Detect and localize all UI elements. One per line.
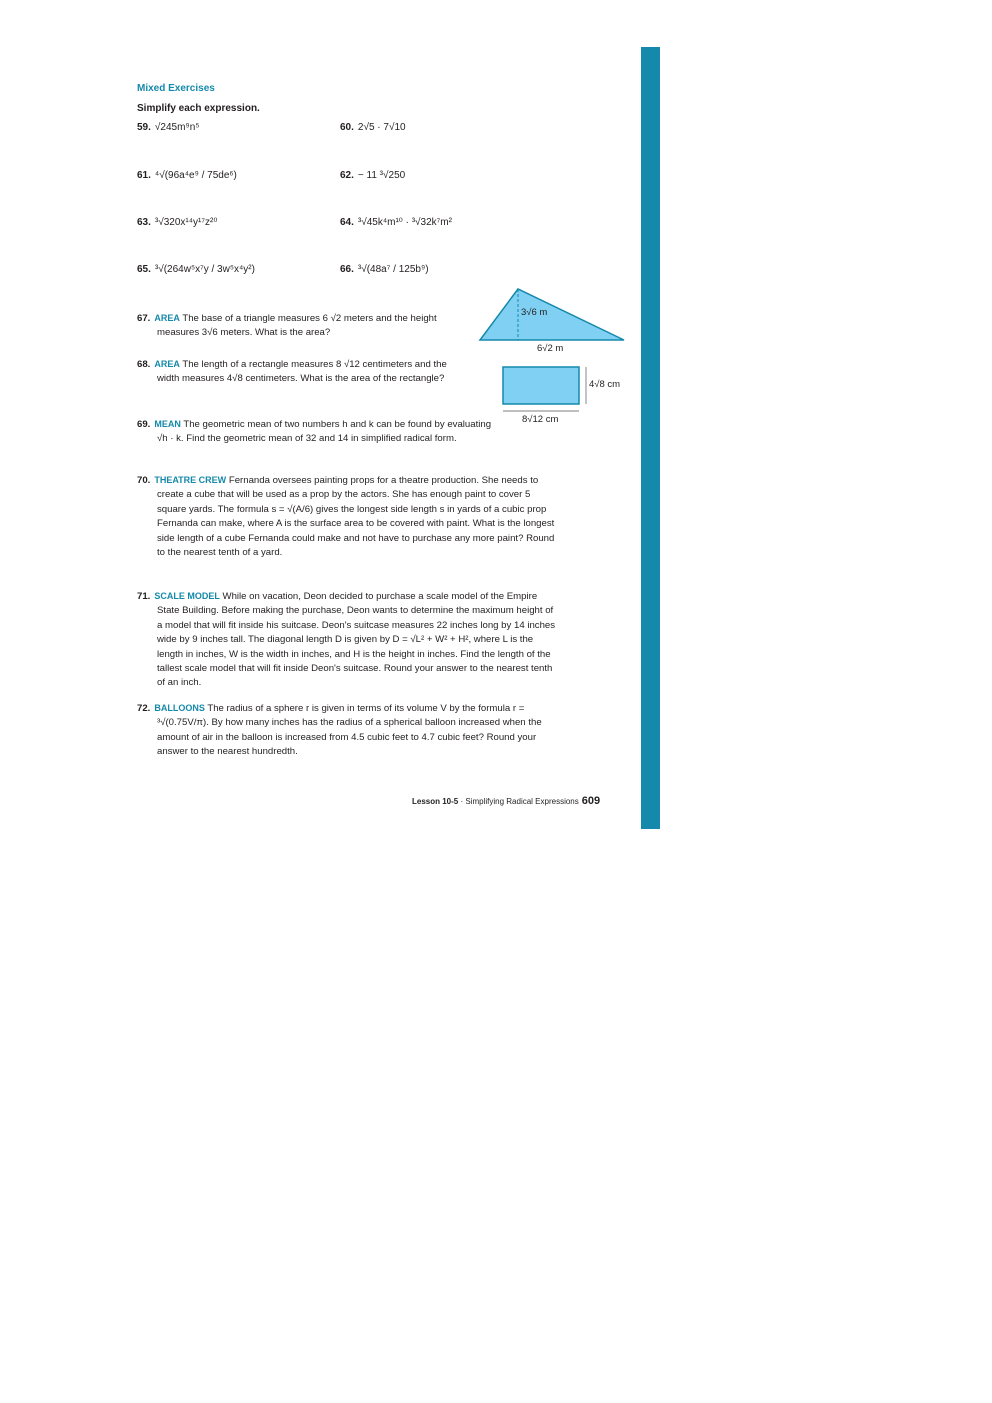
exercise-64: 64. ³√45k⁴m¹⁰ · ³√32k⁷m²	[340, 217, 452, 228]
exercise-61: 61. ⁴√(96a⁴e⁹ / 75de⁶)	[137, 170, 237, 181]
problem-68: 68. AREA The length of a rectangle measures 8 √12 centimeters and the width measures 4√8 centimeters. What is the area of the rectangle?	[137, 359, 447, 385]
exercise-60: 60. 2√5 · 7√10	[340, 122, 406, 133]
page-number: 609	[581, 795, 601, 807]
exercise-expr: − 11 ³√250	[357, 170, 406, 181]
triangle-shape	[480, 289, 624, 340]
footer-lesson: Lesson 10-5	[412, 797, 459, 806]
problem-67: 67. AREA The base of a triangle measures 6 √2 meters and the height measures 3√6 meters. What is the area?	[137, 313, 437, 339]
exercise-expr: ³√(48a⁷ / 125b⁹)	[357, 264, 429, 275]
sidebar-bar	[641, 47, 660, 829]
rect-width-label: 4√8 cm	[589, 379, 621, 390]
rect-length-label: 8√12 cm	[522, 414, 559, 425]
problem-72: 72. BALLOONS The radius of a sphere r is given in terms of its volume V by the formula r = ³√(0.75V/π). By how many inches has the radius of a spherical balloon increased when the amount of air in the balloon is increased from 4.5 cubic feet to 4.7 cubic feet? Round your answer to the nearest hundredth.	[137, 703, 542, 758]
triangle-figure	[478, 285, 628, 345]
exercise-expr: ³√(264w⁵x⁷y / 3w⁵x⁴y²)	[154, 264, 255, 275]
exercise-66: 66. ³√(48a⁷ / 125b⁹)	[340, 264, 429, 275]
exercise-59: 59. √245m⁹n⁵	[137, 122, 200, 133]
footer-title: Simplifying Radical Expressions	[465, 797, 579, 806]
problem-69: 69. MEAN The geometric mean of two numbers h and k can be found by evaluating √h · k. Find the geometric mean of 32 and 14 in simplified radical form.	[137, 419, 492, 445]
triangle-height-label: 3√6 m	[521, 307, 548, 318]
exercise-62: 62. − 11 ³√250	[340, 170, 406, 181]
instructions: Simplify each expression.	[137, 103, 260, 114]
rectangle-figure	[500, 362, 595, 417]
section-title: Mixed Exercises	[137, 83, 215, 94]
problem-71: 71. SCALE MODEL While on vacation, Deon decided to purchase a scale model of the Empire State Building. Before making the purchase, Deon wants to determine the maximum height of a model that will fit inside his suitcase. Deon's suitcase measures 22 inches long by 14 inches wide by 9 inches tall. The diagonal length D is given by D = √L² + W² + H², where L is the length in inches, W is the width in inches, and H is the height in inches. Find the length of the tallest scale model that will fit inside Deon's suitcase. Round your answer to the nearest tenth of an inch.	[137, 591, 556, 689]
exercise-expr: 2√5 · 7√10	[357, 122, 406, 133]
rectangle-shape	[503, 367, 579, 404]
problem-70: 70. THEATRE CREW Fernanda oversees painting props for a theatre production. She needs to create a cube that will be used as a prop by the actors. She has enough paint to cover 5 square yards. The formula s = √(A/6) gives the longest side length s in yards of a cubic prop Fernanda can make, where A is the surface area to be covered with paint. What is the longest side length of a cube Fernanda could make and not have to purchase any more paint? Round to the nearest tenth of a yard.	[137, 475, 555, 559]
exercise-expr: ⁴√(96a⁴e⁹ / 75de⁶)	[154, 170, 237, 181]
page-footer: Lesson 10-5 · Simplifying Radical Expressions 609	[412, 795, 601, 807]
exercise-expr: √245m⁹n⁵	[154, 122, 200, 133]
exercise-expr: ³√320x¹⁴y¹⁷z²⁰	[154, 217, 218, 228]
triangle-base-label: 6√2 m	[537, 343, 564, 354]
exercise-expr: ³√45k⁴m¹⁰ · ³√32k⁷m²	[357, 217, 452, 228]
exercise-63: 63. ³√320x¹⁴y¹⁷z²⁰	[137, 217, 218, 228]
exercise-65: 65. ³√(264w⁵x⁷y / 3w⁵x⁴y²)	[137, 264, 255, 275]
